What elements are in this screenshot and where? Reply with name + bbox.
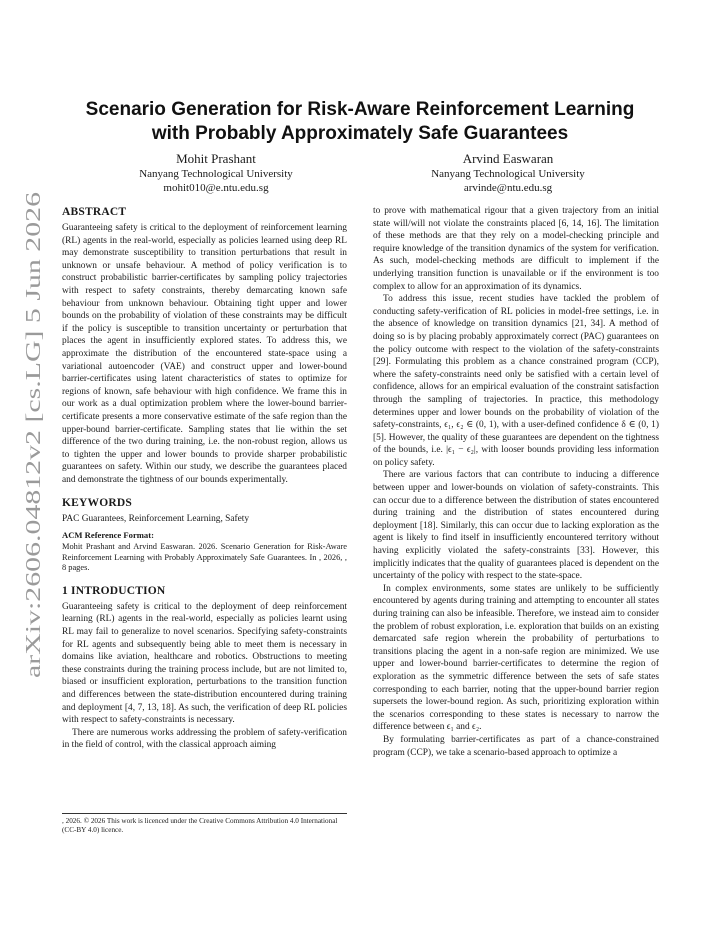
author-affiliation: Nanyang Technological University	[431, 168, 585, 180]
body-paragraph: There are various factors that can contribute to inducing a difference between upper and lower-bounds on violation of safety-constraints. This can occur due to a difference between the distribution of states encountered during training and the distribution of states encountered during deployment [18]. Similarly, this can occur due to lacking exploration as the agent is likely to find itself in insufficiently encountered territory without having explicitly violated the safety-constraints [33]. However, this implicitly indicates that the quality of guarantees placed is dependent on the uncertainty of the policy with respect to the state-space.	[373, 470, 659, 582]
author-name: Mohit Prashant	[176, 151, 256, 166]
author-affiliation: Nanyang Technological University	[139, 168, 293, 180]
body-paragraph: To address this issue, recent studies have tackled the problem of conducting safety-verification of RL policies in model-free settings, i.e. in the absence of knowledge on transition dynamics [21, 34]. A method of doing so is by placing probably approximately correct (PAC) guarantees on the policy outcome with respect to the violation of the safety-constraints [29]. Formulating this problem as a chance constrained program (CCP), where the safety-constraints need only be satisfied with a certain level of confidence, allows for an empirical evaluation of the constraint satisfaction through the sampling of trajectories. In practice, this methodology determines upper and lower bounds on the probability of violation of the safety-constraints, ϵ₁, ϵ₂ ∈ (0, 1), with a user-defined confidence δ ∈ (0, 1) [5]. However, the quality of these guarantees are dependent on the tightness of the bounds, i.e. |ϵ₁ − ϵ₂|, with looser bounds providing less information on policy safety.	[373, 294, 659, 468]
acm-reference-text: Mohit Prashant and Arvind Easwaran. 2026. Scenario Generation for Risk-Aware Reinforcement Learning with Probably Approximately Safe Guarantees. In , 2026, , 8 pages.	[62, 542, 347, 573]
body-paragraph: In complex environments, some states are unlikely to be sufficiently encountered by agents during training and attempting to encounter all states during training can also be infeasible. Therefore, we instead aim to consider the problem of robust exploration, i.e. exploration that builds on an existing demarcated safe region wherein the probability of perturbations to transitions placing the agent in a non-safe region are minimized. We use upper and lower-bound barrier-certificates to determine the region of exploration as the symmetric difference between the sets of safe states corresponding to each barrier, noting that the upper-bound barrier region supersets the lower-bound region. As such, prioritizing exploration within the scenarios corresponding to these states is necessary to narrow the difference between ϵ₁ and ϵ₂.	[373, 583, 659, 733]
paper-title	[60, 98, 660, 146]
introduction-heading: 1 INTRODUCTION	[62, 584, 166, 597]
title-line-2: with Probably Approximately Safe Guarantees	[151, 123, 569, 144]
introduction-paragraph: Guaranteeing safety is critical to the deployment of deep reinforcement learning (RL) agents in the real-world, especially as policies learnt using RL may fail to generalize to novel scenarios. Specifying safety-constraints for RL agents and subsequently being able to meet them is necessary in domains like aviation, healthcare and robotics. Obstructions to meeting these constraints during the training process include, but are not limited to, biased or insufficient exploration, perturbations to the transition function and differences between the state-distribution encountered during training and deployment [4, 7, 13, 18]. As such, the verification of deep RL policies with respect to safety-constraints is necessary.	[62, 601, 347, 726]
author-block-1	[66, 150, 366, 195]
acm-reference-heading: ACM Reference Format:	[62, 530, 154, 541]
introduction-paragraph: There are numerous works addressing the problem of safety-verification in the field of control, with the classical approach aiming	[62, 727, 347, 751]
author-email[interactable]: mohit010@e.ntu.edu.sg	[163, 182, 269, 194]
keywords-heading: KEYWORDS	[62, 497, 132, 510]
author-block-2	[358, 150, 658, 195]
license-footnote: , 2026. © 2026 This work is licenced under the Creative Commons Attribution 4.0 International (CC-BY 4.0) licence.	[62, 813, 347, 835]
body-paragraph: By formulating barrier-certificates as part of a chance-constrained program (CCP), we take a scenario-based approach to optimize a	[373, 734, 659, 758]
abstract-heading: ABSTRACT	[62, 206, 127, 218]
abstract-text: Guaranteeing safety is critical to the deployment of reinforcement learning (RL) agents in the real-world, especially as policies learned using deep RL may demonstrate susceptibility to transition perturbations that result in unknown or unsafe behaviour. A method of policy verification is to construct probabilistic barrier-certificates by sampling policy trajectories with respect to safety constraints, thereby demarcating known safe behaviour from unknown behaviour. Obtaining tight upper and lower bounds on the probability of violation of these constraints may be difficult if the policy is susceptible to transition uncertainty or perturbation that places the agent in insufficiently explored states. To address this, we approximate the distribution of the encountered state-space using a variational autoencoder (VAE) and construct upper and lower-bound barrier-certificates using latent characteristics of states to optimize for regions of known, safe behaviour with high confidence. We frame this in our work as a dual optimization problem where the lower-bound barrier-certificate presents a more conservative estimate of the safe region than the upper-bound barrier-certificate. Sampling states that lie within the set difference of the two during training, i.e. the non-robust region, allows us to tighten the upper and lower bounds to provide sharper probabilistic guarantees on safety. Within our study, we describe the guarantees placed and demonstrate the tightness of our bounds experimentally.	[62, 223, 347, 485]
right-column	[373, 205, 659, 759]
arxiv-identifier-stamp	[6, 190, 50, 680]
keywords-text: PAC Guarantees, Reinforcement Learning, Safety	[62, 514, 250, 525]
arxiv-id-text: arXiv:2606.04812v2 [cs.LG] 5 Jun 2026	[21, 336, 45, 678]
author-name: Arvind Easwaran	[462, 151, 554, 166]
title-line-1: Scenario Generation for Risk-Aware Reinforcement Learning	[85, 99, 635, 120]
left-column	[62, 205, 347, 752]
author-email[interactable]: arvinde@ntu.edu.sg	[463, 182, 553, 194]
body-paragraph: to prove with mathematical rigour that a given trajectory from an initial state will/will not violate the constraints placed [6, 14, 16]. The limitation of these methods are that they rely on a model-checking principle and require knowledge of the transition dynamics of the system for verification. As such, model-checking methods are difficult to implement if the underlying transition function is unavailable or if the environment is too complex to allow for an approximation of its dynamics.	[373, 206, 659, 292]
